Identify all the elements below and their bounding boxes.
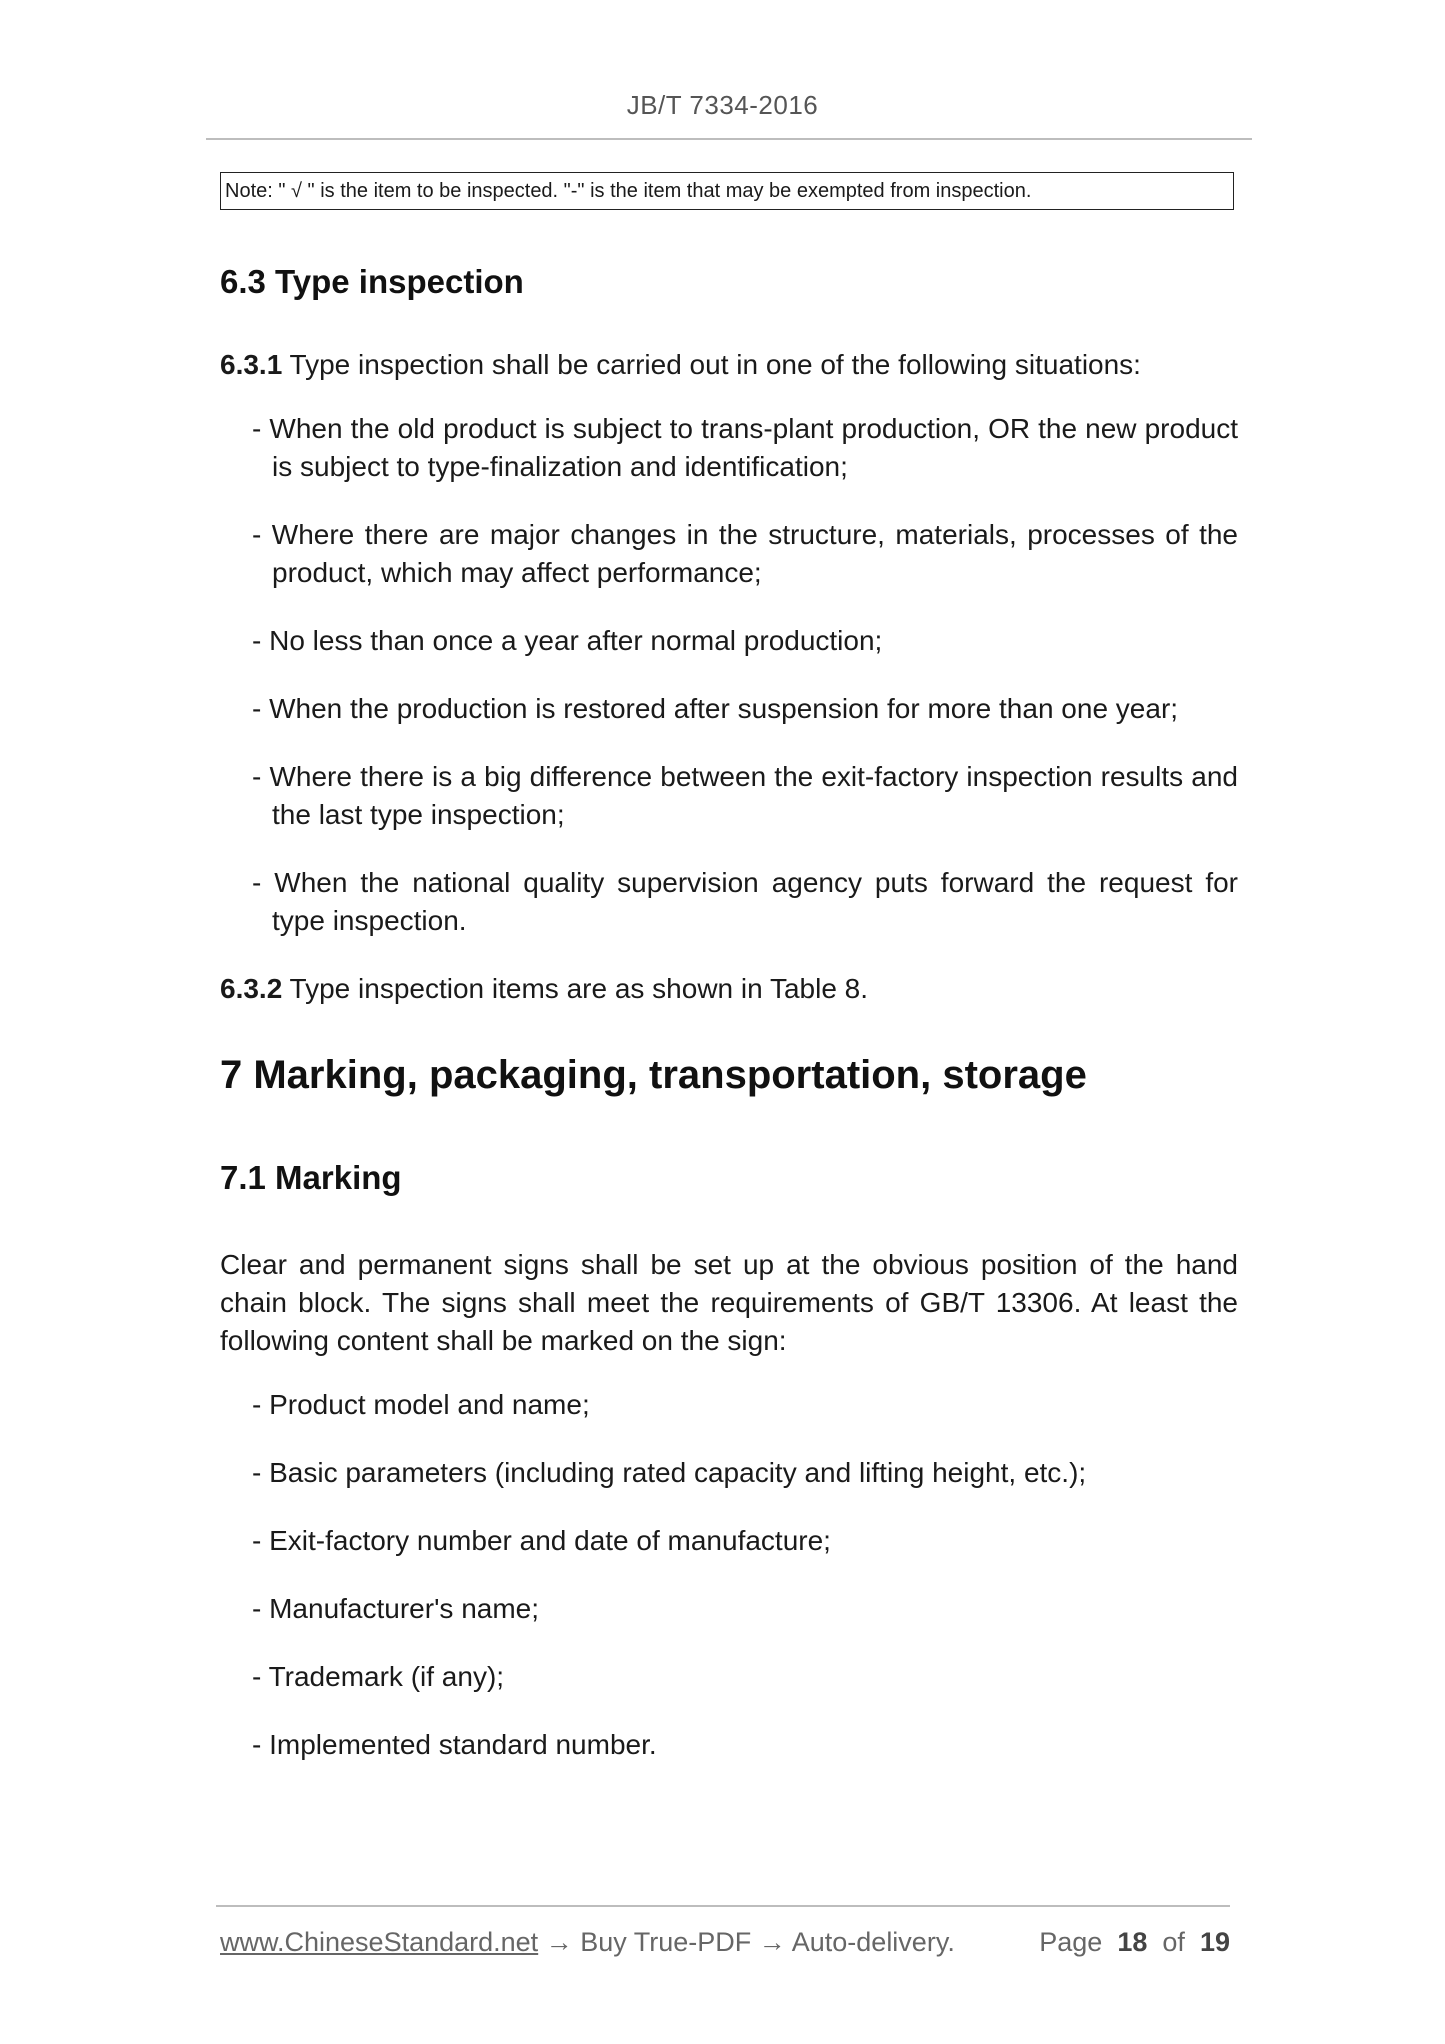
list-item: - When the national quality supervision agency puts forward the request for type inspection. bbox=[252, 867, 1238, 936]
list-item: - Trademark (if any); bbox=[252, 1661, 505, 1692]
clause-number: 6.3.1 bbox=[220, 349, 283, 380]
list-item: - When the production is restored after suspension for more than one year; bbox=[252, 693, 1179, 724]
section-7-1-heading: 7.1 Marking bbox=[220, 1159, 402, 1196]
list-item: - When the old product is subject to trans-plant production, OR the new product is subject to type-finalization and identification; bbox=[252, 413, 1238, 482]
page-footer bbox=[220, 1924, 1230, 1960]
clause-number: 6.3.2 bbox=[220, 973, 283, 1004]
marking-content-list bbox=[220, 1386, 1238, 1764]
list-item: - Where there is a big difference between the exit-factory inspection results and the last type inspection; bbox=[252, 761, 1238, 830]
page-indicator bbox=[1039, 1924, 1230, 1960]
clause-text: Type inspection shall be carried out in one of the following situations: bbox=[282, 349, 1141, 380]
list-item: - Exit-factory number and date of manufacture; bbox=[252, 1525, 831, 1556]
footer-divider bbox=[216, 1905, 1230, 1907]
page-current: 18 bbox=[1117, 1927, 1148, 1957]
clause-6-3-1 bbox=[220, 346, 1238, 384]
list-item: - Basic parameters (including rated capacity and lifting height, etc.); bbox=[252, 1457, 1087, 1488]
list-item: - Implemented standard number. bbox=[252, 1729, 657, 1760]
page-label: Page bbox=[1039, 1927, 1103, 1957]
page-total: 19 bbox=[1199, 1927, 1230, 1957]
type-inspection-situations-list bbox=[220, 410, 1238, 940]
section-7-heading: 7 Marking, packaging, transportation, storage bbox=[220, 1053, 1087, 1097]
clause-text: Type inspection items are as shown in Table 8. bbox=[282, 973, 869, 1004]
document-code: JB/T 7334-2016 bbox=[626, 90, 819, 120]
list-item: - Manufacturer's name; bbox=[252, 1593, 540, 1624]
page-content bbox=[220, 258, 1238, 1764]
header-divider bbox=[206, 138, 1252, 140]
clause-6-3-2 bbox=[220, 970, 1238, 1008]
page-of-label: of bbox=[1162, 1927, 1185, 1957]
section-6-3-heading: 6.3 Type inspection bbox=[220, 263, 524, 300]
table-note: Note: " √ " is the item to be inspected. "-" is the item that may be exempted from inspection. bbox=[220, 172, 1234, 210]
website-link[interactable]: www.ChineseStandard.net bbox=[220, 1927, 539, 1957]
list-item: - Product model and name; bbox=[252, 1389, 590, 1420]
footer-tagline: → Buy True-PDF → Auto-delivery. bbox=[538, 1927, 955, 1957]
list-item: - Where there are major changes in the structure, materials, processes of the product, which may affect performance; bbox=[252, 519, 1238, 588]
marking-paragraph: Clear and permanent signs shall be set up at the obvious position of the hand chain block. The signs shall meet the requirements of GB/T 13306. At least the following content shall be marked on the sign: bbox=[220, 1249, 1238, 1356]
list-item: - No less than once a year after normal production; bbox=[252, 625, 883, 656]
